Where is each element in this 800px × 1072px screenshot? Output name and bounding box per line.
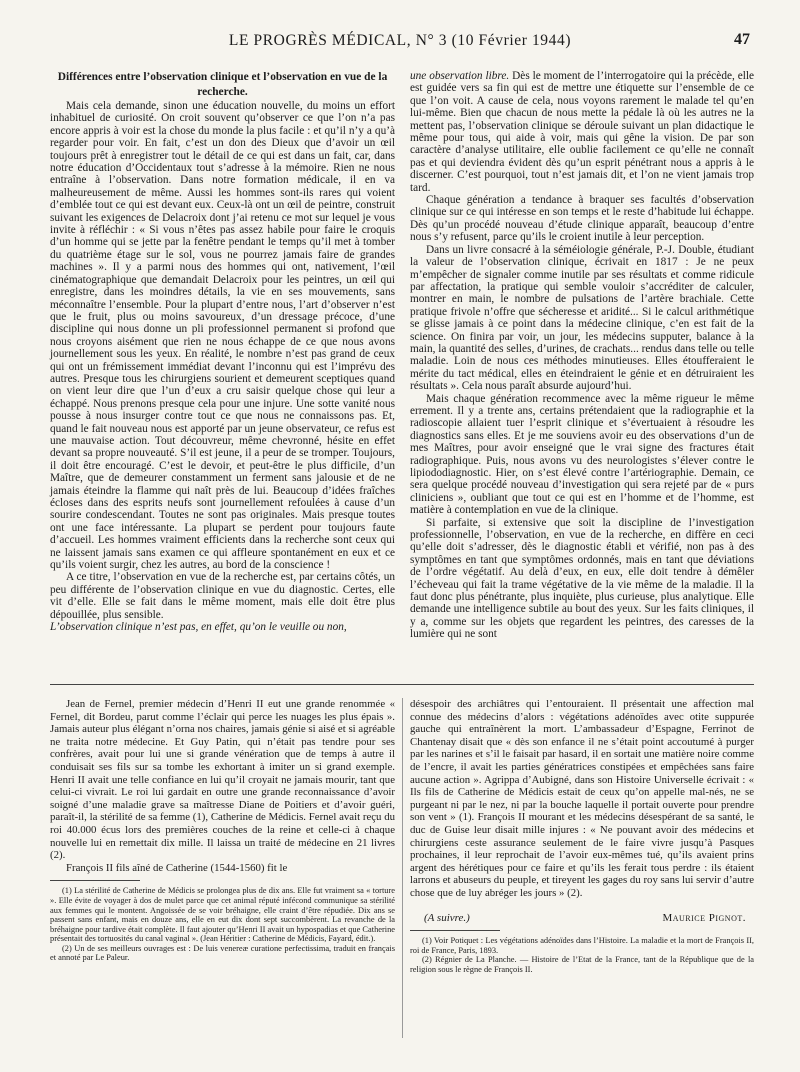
paragraph: Mais cela demande, sinon une éducation nouvelle, du moins un effort inhabituel de curiosité. On croit souvent qu’observer ce que l’on n’a pas encore appris à voir est la chose du monde la plus facile : et qu’il n’y a qu’à regarder pour voir. En fait, c’est un don des Dieux que d’avoir un œil toujours prêt à enregistrer tout le détail de ce qui est dans un fait, car, dans notre éducation d’Occidentaux tout s’adresse à la mémoire. Rien ne nous entraîne à l’observation. Dans notre formation médicale, il en va malheureusement de même. Aussi les hommes sont-ils rares qui voient d’emblée tout ce qui est devant eux. Ceux-là ont un œil de peintre, construit suivant les exigences de Delacroix dont j’ai retenu ce mot sur lequel je vous invite à réfléchir : « Si vous n’êtes pas assez habile pour faire le croquis d’un homme qui se jette par la fenêtre pendant le temps qu’il met à tomber du quatrième étage sur le sol, vous ne pourrez jamais faire de grandes machines ». Il y a parmi nous des hommes qui ont, nativement, l’œil cinématographique que demandait Delacroix pour les peintres, un œil qui enregistre, dans les moindres détails, la vie en ses mouvements, sans méconnaître l’ensemble. Pour la plupart d’entre nous, l’art d’observer n’est que le fruit, plus ou moins savoureux, d’un dressage précoce, d’une discipline qui nous donne un pli professionnel permanent si profond que nous croyons aisément que rien ne nous échappe de ce que nous avons journellement sous les yeux. En réalité, le nombre n’est pas grand de ceux qui ont un frémissement immédiat devant l’inconnu qui est l’imprévu des autres. Presque tous les chirurgiens sourient et demeurent sceptiques quand on vient leur dire que l’un d’eux a cru saisir quelque chose qui leur a échappé. Nous prenons presque cela pour une injure. Une sotte vanité nous pousse à nous insurger contre tout ce que nous ne connaissons pas. Et, quand le fait nouveau nous est apporté par un jeune observateur, ce refus est une mauvaise action. Tout découvreur, même chevronné, hésite en effet devant sa propre nouveauté. S’il est jeune, il a peur de se tromper. Toujours, il doit être encouragé. C’est le devoir, et peut-être le plus difficile, d’un Maître, que de demeurer constamment un ferment sans jalousie et de ne jamais éteindre la flamme qui naît près de lui. Beaucoup d’idées fraîches écloses dans des esprits neufs sont journellement refoulées à cause d’un sourire condescendant. Toutes ne sont pas originales. Mais presque toutes ont une face intéressante. La plupart se perdent pour toujours faute d’accueil. Les hommes vraiment efficients dans la recherche sont ceux qui ne laissent jamais sans examen ce qui affleure spontanément en eux et ce qu’ils voient surgir, chez les autres, au bord de la conscience ! xyxy=(50,100,395,572)
footnote: (1) La stérilité de Catherine de Médicis se prolongea plus de dix ans. Elle fut vraiment sa « torture ». Elle évite de voyager à dos de mulet parce que cet animal réputé infécond communique sa stérilité aux femmes qui le montent. Angoissée de se voir bréhaigne, elle craint d’être répudiée. Dix ans se passent sans enfant, mais en douze ans, elle en eut dix dont sept succombèrent. La revanche de la bréhaigne pour tardive était complète. Il faut ajouter qu’Henri II avait un hypospadias et que Catherine présentait des tortuosités du canal vaginal ». (Jean Héritier : Catherine de Médicis, Fayard, édit.). xyxy=(50,886,395,944)
page-number: 47 xyxy=(734,31,750,48)
paragraph: Dans un livre consacré à la séméiologie générale, P.-J. Double, étudiant la valeur de l’observation clinique, écrivait en 1817 : Je ne peux m’empêcher de signaler comme inutile par ses résultats et comme ridicule par affectation, la pratique qui semble vouloir s’accréditer de calculer, montrer en main, le nombre de pulsations de l’artère brachiale. Cette pratique frivole n’offre que sécheresse et aridité... Si le calcul arithmétique se glisse jamais à ce point dans la médecine clinique, c’en est fait de la science. On finira par voir, un jour, les médecins supputer, balance à la main, la quantité des selles, d’urines, de crachats... rendus dans telle ou telle maladie. Loin de nous ces méthodes minutieuses. Elles étoufferaient le mérite du tact médical, elles en éteindraient le génie et en détruiraient les résultats ». Cela nous paraît absurde aujourd’hui. xyxy=(410,243,754,393)
author-name: Maurice Pignot. xyxy=(662,911,746,924)
column-divider xyxy=(402,698,403,1038)
article-column-right xyxy=(410,70,754,670)
paragraph: Jean de Fernel, premier médecin d’Henri II eut une grande renommée « Fernel, dit Bordeu, parut comme l’éclair qui perce les nuages les plus épais ». Jamais auteur plus élégant n’orna nos chaires, jamais génie si aisé et si agréable ne traita notre médecine. Et Guy Patin, qui n’était pas tendre pour ses confrères, avait pour lui une si grande vénération que de temps à autre il conduisait ses fils sur sa tombe les exhortant à imiter un si grand exemple. Henri II avait une telle confiance en lui qu’il croyait ne jamais mourir, tant que celui-ci vivrait. Le roi lui gardait en outre une grande reconnaissance d’avoir soigné d’une maladie grave sa maîtresse Diane de Poitiers et d’avoir guéri, paraît-il, la stérilité de sa femme (1), Catherine de Médicis. Fernel avait reçu du roi 40.000 écus lors des premières couches de la reine et celle-ci à chaque nouvelle lui en remettait dix mille. Il laissa un traité de médecine en 21 livres (2). xyxy=(50,698,395,862)
history-column-right xyxy=(410,698,754,1038)
page-header xyxy=(0,28,800,54)
footnote: (2) Régnier de La Planche. — Histoire de l’Etat de la France, tant de la République que de la religion sous le règne de François II. xyxy=(410,955,754,974)
section-divider xyxy=(50,684,754,685)
section-title: Différences entre l’observation clinique et l’observation en vue de la recherche. xyxy=(57,71,388,98)
footnote: (2) Un de ses meilleurs ouvrages est : De luis venereæ curatione perfectissima, traduit en français et annoté par Le Paleur. xyxy=(50,943,395,963)
paragraph-continued: L’observation clinique n’est pas, en effet, qu’on le veuille ou non, xyxy=(50,621,347,634)
footnote: (1) Voir Potiquet : Les végétations adénoïdes dans l’Histoire. La maladie et la mort de François II, roi de France, Paris, 1893. xyxy=(410,936,754,955)
article-column-left xyxy=(50,70,395,670)
footnote-rule xyxy=(50,880,140,881)
footnote-rule xyxy=(410,930,500,931)
to-be-continued: (A suivre.) xyxy=(424,911,470,924)
paragraph-continued: désespoir des archiâtres qui l’entouraient. Il présentait une affection mal connue des médecins d’alors : végétations adénoïdes avec otite suppurée gauche qui entraînèrent la mort. L’ambassadeur d’Espagne, Ferrinot de Chantenay disait que « dès son enfance il ne s’était point accoutumé à purger par les narines et s’il le faisait par hasard, il en sortait une matière noire comme de l’encre, il avait les parties génératrices constipées et empêchées sans faire aucune action ». Agrippa d’Aubigné, dans son Histoire Universelle écrivait : « Ils fils de Catherine de Médicis estait de ceux qu’on appelle mal-nés, ne se purgeant ni par le nez, ni par la bouche laquelle il portait ouverte pour prendre son vent » (1). François II mourant et les médecins désespérant de sa santé, le duc de Guise leur disait mille injures : « Ne pouvant avoir des médecins et chirurgiens ceste assurance seulement de le faire vivre jusqu’à Pasques prochaines, il leur reprochait de l’avoir eux-mêmes tué, qu’ils avaient prins argent des hérétiques pour ce faire et qu’ils les ferait tous perdre : ils étaient larrons et abuseurs du peuple, et tireyent les gages du roy sans lui servir d’autre chose que de luy abréger les jours » (2). xyxy=(410,698,754,899)
paragraph: Si parfaite, si extensive que soit la discipline de l’investigation professionnelle, l’observation, en vue de la recherche, en diffère en ceci qu’elle doit s’adresser, dès le diagnostic établi et vérifié, non pas à des symptômes en tant que symptômes ordonnés, mais en tant que déviations de l’ordre végétatif. Au delà d’eux, en eux, elle doit tendre à démêler l’écheveau qui fait la trame végétative de la vie même de la maladie. Il la faut donc plus pénétrante, plus inquiète, plus curieuse, plus analytique. Elle demande une intelligence subtile au bout des yeux. Sur les faits cliniques, il y a, comme sur les objets que regardent les peintres, des caresses de la lumière qui ne sont xyxy=(410,516,754,641)
paragraph-continued: une observation libre. xyxy=(410,70,510,82)
paragraph: Chaque génération a tendance à braquer ses facultés d’observation clinique sur ce qui intéresse en son temps et le reste d’habitude lui échappe. Dès qu’un procédé nouveau d’étude clinique apparaît, beaucoup d’entre nous s’y refusent, parce qu’ils le croient inutile à leur perception. xyxy=(410,194,754,244)
paragraph: François II fils aîné de Catherine (1544-1560) fit le xyxy=(66,861,288,874)
signature-line xyxy=(424,912,746,925)
history-column-left xyxy=(50,698,395,1038)
journal-title: LE PROGRÈS MÉDICAL, N° 3 (10 Février 1944) xyxy=(228,32,572,49)
paragraph: Dès le moment de l’interrogatoire qui la précède, elle est guidée vers sa fin qui est de mettre une étiquette sur l’ensemble de ce que l’on voit. A cause de cela, nous voyons rarement le malade tel qu’en lui-même. Bien que chacun de nous mette la pédale là où les autres ne la mettent pas, l’observation clinique se déroule suivant un plan didactique le même pour tous, qui aide à voir, mais qui gêne la vision. De par son caractère d’analyse utilitaire, elle oublie facilement ce qu’elle ne connaît pas et qui deviendra évident dès qu’un esprit pénétrant nous a appris à le discerner. C’est pourquoi, tout n’est jamais dit, et l’on ne vient jamais trop tard. xyxy=(410,70,755,194)
paragraph: A ce titre, l’observation en vue de la recherche est, par certains côtés, un peu différente de l’observation clinique en vue du diagnostic. Certes, elle vit d’elle. Elle se fait dans le même moment, mais elle doit être plus dépouillée, plus sensible. xyxy=(50,571,395,621)
paragraph: Mais chaque génération recommence avec la même rigueur le même errement. Il y a trente ans, certains prétendaient que la radiographie et la radioscopie allaient tuer l’esprit clinique et s’évertuaient à résoudre les diagnostics sans elles. Et je me souviens avoir eu des observations d’un de mes Maîtres, pour avoir enseigné que le vrai signe des fractures était radiographique. Puis, nous avons vu des neurologistes s’élever contre le lipiododiagnostic. Hier, on s’est élevé contre l’artériographie. Demain, ce sera quelque procédé nouveau d’investigation qui sera rejeté par de « purs cliniciens », oubliant que tout ce qui est en l’homme et de l’homme, est matière à contemplation en vue de la clinique. xyxy=(410,392,754,517)
